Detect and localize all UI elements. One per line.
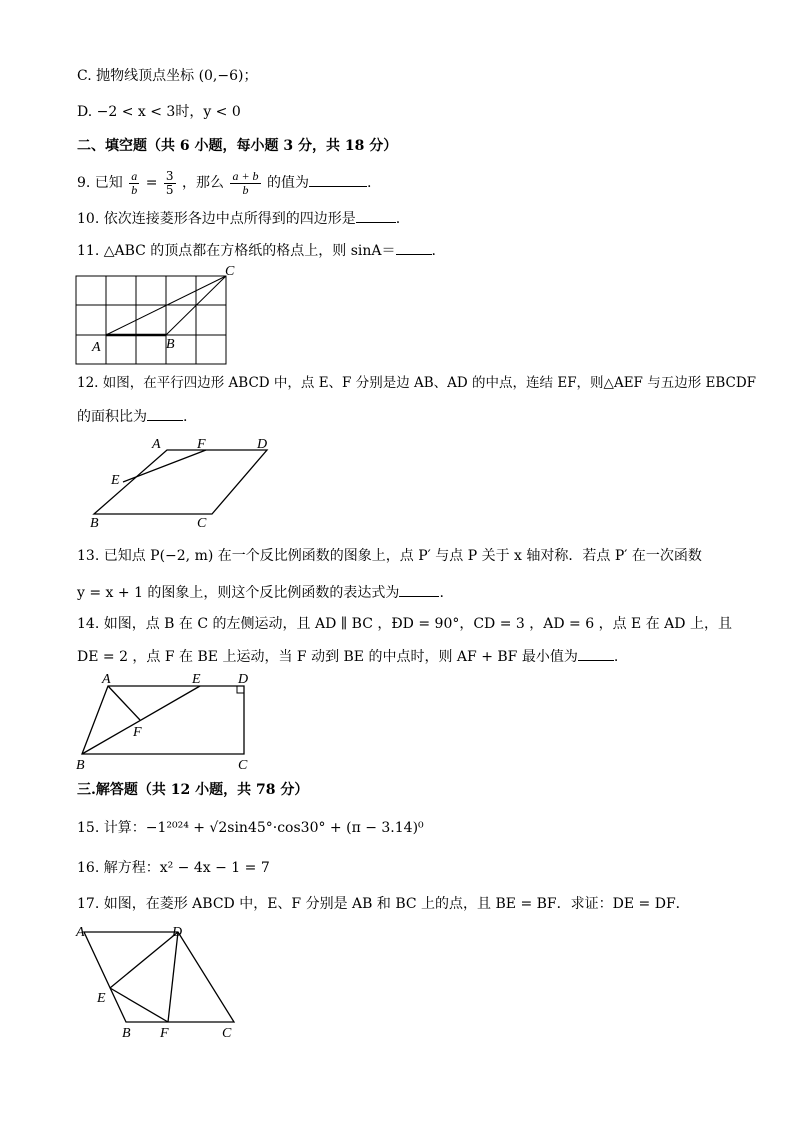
point-c-label: C: [225, 264, 235, 279]
point-f-label: F: [133, 725, 142, 740]
q9-fraction-a-over-b: [129, 170, 139, 197]
q9-period: .: [367, 175, 372, 191]
question-13-line2: [77, 582, 444, 603]
point-d-label: D: [172, 925, 183, 940]
question-11: [77, 240, 436, 261]
point-b-label: B: [122, 1026, 131, 1041]
point-e-label: E: [97, 991, 106, 1006]
point-b-label: B: [166, 337, 175, 352]
point-d-label: D: [257, 437, 268, 452]
question-12-line1: 12. 如图，在平行四边形 ABCD 中，点 E、F 分别是边 AB、AD 的中点，连结 EF，则△AEF 与五边形 EBCDF: [77, 375, 757, 391]
question-10: [77, 208, 400, 229]
q13-period: .: [439, 585, 444, 601]
question-14-line1: 14. 如图，点 B 在 C 的左侧运动，且 AD ∥ BC ，ÐD = 90°，CD = 3 ，AD = 6 ，点 E 在 AD 上，且: [77, 616, 732, 632]
q9-f2-denominator: 5: [165, 182, 174, 197]
segment-be: [82, 686, 200, 754]
q9-f1-numerator: a: [131, 168, 138, 183]
right-angle-marker: [237, 686, 244, 693]
question-16: 16. 解方程：x² − 4x − 1 = 7: [77, 860, 270, 876]
q14-answer-blank[interactable]: [578, 646, 614, 661]
point-a-label: A: [102, 672, 111, 687]
point-f-label: F: [160, 1026, 169, 1041]
segment-de: [110, 932, 178, 988]
trapezoid-abcd: [82, 686, 244, 754]
q9-prefix: 9. 已知: [77, 175, 123, 191]
rhombus-abcd: [84, 932, 234, 1022]
q13-text: y = x + 1 的图象上，则这个反比例函数的表达式为: [77, 585, 400, 601]
point-d-label: D: [238, 672, 249, 687]
q10-answer-blank[interactable]: [356, 208, 396, 223]
segment-ef: [123, 450, 206, 482]
q14-period: .: [613, 649, 619, 665]
q10-text: 10. 依次连接菱形各边中点所得到的四边形是: [77, 211, 356, 227]
section-fill-in-heading: 二、填空题（共 6 小题，每小题 3 分，共 18 分）: [77, 138, 398, 154]
question-15: 15. 计算：−1²⁰²⁴ + √2sin45°·cos30° + (π − 3.14)⁰: [77, 820, 424, 836]
point-b-label: B: [90, 516, 99, 531]
q12-period: .: [183, 409, 188, 425]
question-9: [77, 168, 371, 198]
q9-f3-denominator: b: [242, 182, 249, 197]
q12-text: 的面积比为: [77, 409, 147, 425]
q12-answer-blank[interactable]: [147, 406, 183, 421]
section-solve-heading: 三.解答题（共 12 小题，共 78 分）: [77, 782, 309, 798]
figure-11-grid: [70, 262, 250, 372]
point-f-label: F: [197, 437, 206, 452]
q13-answer-blank[interactable]: [399, 582, 439, 597]
q9-suffix: 的值为: [267, 175, 310, 191]
figure-17-rhombus: [72, 918, 252, 1046]
q14-text: DE = 2 ，点 F 在 BE 上运动，当 F 动到 BE 的中点时，则 AF + BF 最小值为: [77, 649, 578, 665]
q9-fraction-3-over-5: [164, 170, 176, 197]
q9-middle: ，那么: [182, 175, 224, 191]
point-a-label: A: [152, 437, 161, 452]
point-e-label: E: [192, 672, 201, 687]
segment-af: [108, 686, 140, 720]
point-c-label: C: [222, 1026, 232, 1041]
point-a-label: A: [76, 925, 85, 940]
point-e-label: E: [111, 473, 120, 488]
q9-f1-denominator: b: [131, 182, 138, 197]
point-c-label: C: [197, 516, 207, 531]
question-12-line2: [77, 406, 187, 427]
q10-period: .: [395, 211, 401, 227]
figure-12-parallelogram: [84, 432, 284, 532]
figure-14-trapezoid: [72, 668, 262, 776]
question-17: 17. 如图，在菱形 ABCD 中，E、F 分别是 AB 和 BC 上的点，且 BE = BF．求证：DE = DF．: [77, 896, 690, 912]
q11-text: 11. △ABC 的顶点都在方格纸的格点上，则 sinA＝: [77, 243, 396, 259]
question-14-line2: [77, 646, 618, 667]
q9-f2-numerator: 3: [165, 168, 174, 183]
option-c: C. 抛物线顶点坐标 (0,−6)；: [77, 68, 258, 84]
segment-df: [168, 932, 178, 1022]
q9-answer-blank[interactable]: [309, 172, 367, 187]
q11-answer-blank[interactable]: [396, 240, 432, 255]
q11-period: .: [431, 243, 436, 259]
question-13-line1: 13. 已知点 P(−2, m) 在一个反比例函数的图象上，点 P′ 与点 P 关于 x 轴对称．若点 P′ 在一次函数: [77, 548, 702, 564]
q9-equals: =: [145, 175, 158, 191]
point-c-label: C: [238, 758, 248, 773]
q9-f3-numerator: a + b: [232, 168, 259, 183]
point-b-label: B: [76, 758, 85, 773]
option-d: D. −2 < x < 3时，y < 0: [77, 104, 241, 120]
point-a-label: A: [92, 340, 101, 355]
q9-fraction-sum-over-b: [230, 170, 260, 197]
